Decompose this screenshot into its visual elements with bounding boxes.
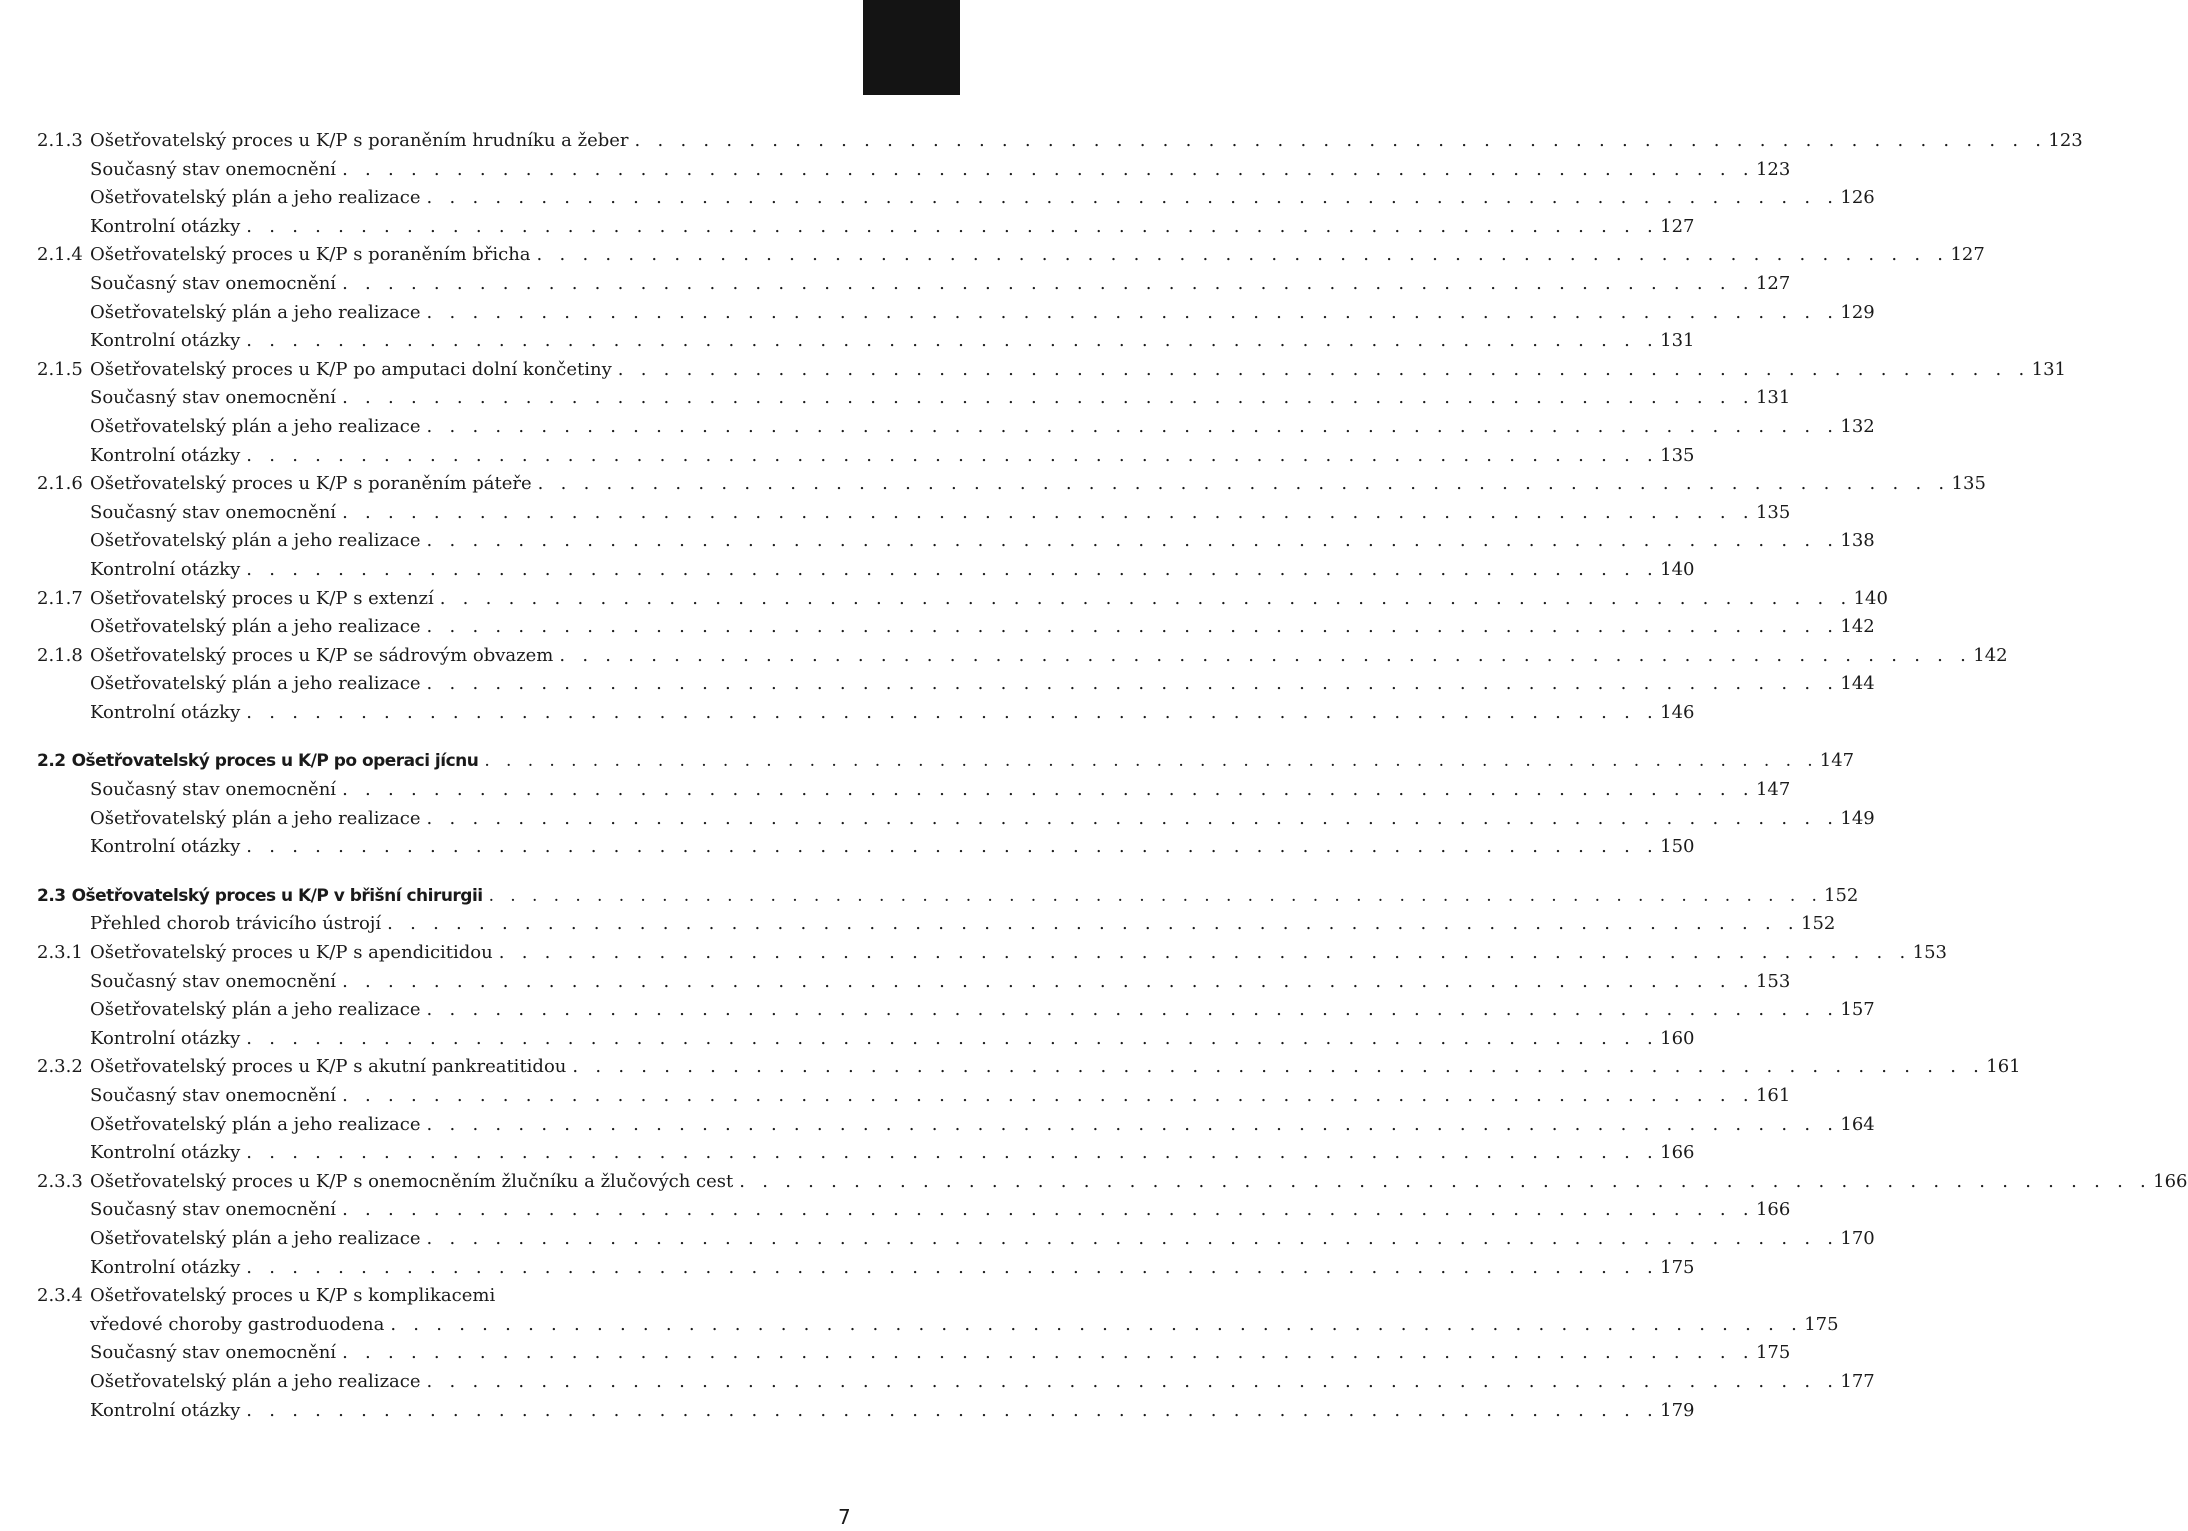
section-number: 2.2 xyxy=(37,751,66,772)
entry-page: 144 xyxy=(1840,673,1875,695)
entry-title: Ošetřovatelský proces u K/P s poraněním hrudníku a žeber xyxy=(90,130,629,151)
entry-title: Kontrolní otázky xyxy=(90,1256,241,1278)
entry-number: 2.1.5 xyxy=(37,358,83,380)
leader-dots: . . . . . . . . . . . . . . . . . . . . . . . . . . . . . . . . . . . . . . . . . . . . . . . . . . . . . . . . . . . . . . xyxy=(617,358,2030,380)
entry-title: Ošetřovatelský proces u K/P s poraněním břicha xyxy=(90,244,531,266)
entry-title: Kontrolní otázky xyxy=(90,701,241,723)
entry-page: 166 xyxy=(2153,1170,2188,1192)
entry-page: 135 xyxy=(1755,501,1791,523)
leader-dots: . . . . . . . . . . . . . . . . . . . . . . . . . . . . . . . . . . . . . . . . . . . . . . . . . . . . . . . . . . . . . . xyxy=(536,244,1949,266)
toc-entry[interactable] xyxy=(37,130,2083,159)
leader-dots: . . . . . . . . . . . . . . . . . . . . . . . . . . . . . . . . . . . . . . . . . . . . . . . . . . . . . . . . . . . . . . xyxy=(572,1056,1985,1078)
entry-title: Ošetřovatelský plán a jeho realizace xyxy=(90,530,421,552)
entry-title: Kontrolní otázky xyxy=(90,444,241,466)
section-page: 147 xyxy=(1819,750,1855,772)
toc-entry[interactable] xyxy=(37,1399,1695,1429)
entry-title: Ošetřovatelský proces u K/P s apendicitidou xyxy=(90,942,493,964)
entry-page: 146 xyxy=(1660,701,1695,723)
entry-title: Ošetřovatelský plán a jeho realizace xyxy=(90,187,421,209)
toc-entry[interactable] xyxy=(37,1085,1791,1114)
leader-dots: . . . . . . . . . . . . . . . . . . . . . . . . . . . . . . . . . . . . . . . . . . . . . . . . . . . . . . . . . . . . . . xyxy=(739,1170,2152,1192)
entry-page: 147 xyxy=(1755,779,1791,801)
toc-entry[interactable] xyxy=(37,187,1875,216)
toc-entry[interactable] xyxy=(37,1256,1695,1286)
entry-page: 179 xyxy=(1660,1399,1695,1421)
toc-entry[interactable] xyxy=(37,558,1695,588)
entry-page: 166 xyxy=(1755,1199,1791,1221)
toc-entry[interactable] xyxy=(37,501,1791,531)
entry-title: Ošetřovatelský plán a jeho realizace xyxy=(90,1227,421,1249)
leader-dots: . . . . . . . . . . . . . . . . . . . . . . . . . . . . . . . . . . . . . . . . . . . . . . . . . . . . . . . . . . . . . . xyxy=(390,1313,1803,1335)
entry-page: 177 xyxy=(1840,1370,1875,1392)
entry-page: 123 xyxy=(1755,158,1791,180)
entry-title: Kontrolní otázky xyxy=(90,215,241,237)
toc-entry[interactable] xyxy=(37,1285,855,1314)
leader-dots: . . . . . . . . . . . . . . . . . . . . . . . . . . . . . . . . . . . . . . . . . . . . . . . . . . . . . . . . . . . . . . xyxy=(426,415,1839,437)
leader-dots: . . . . . . . . . . . . . . . . . . . . . . . . . . . . . . . . . . . . . . . . . . . . . . . . . . . . . . . . . . . . . . xyxy=(439,587,1852,609)
leader-dots: . . . . . . . . . . . . . . . . . . . . . . . . . . . . . . . . . . . . . . . . . . . . . . . . . . . . . . . . . . . . . . xyxy=(246,444,1659,466)
entry-title: Kontrolní otázky xyxy=(90,1399,241,1421)
leader-dots: . . . . . . . . . . . . . . . . . . . . . . . . . . . . . . . . . . . . . . . . . . . . . . . . . . . . . . . . . . . . . . xyxy=(246,215,1659,237)
leader-dots: . . . . . . . . . . . . . . . . . . . . . . . . . . . . . . . . . . . . . . . . . . . . . . . . . . . . . . . . . . . . . . xyxy=(246,836,1659,858)
entry-page: 127 xyxy=(1755,272,1791,294)
toc-entry[interactable] xyxy=(37,158,1791,188)
entry-title: Ošetřovatelský proces u K/P s extenzí xyxy=(90,587,434,609)
toc-entry[interactable] xyxy=(37,387,1791,416)
entry-page: 164 xyxy=(1840,1113,1875,1135)
section-number: 2.3 xyxy=(37,885,66,906)
leader-dots: . . . . . . . . . . . . . . . . . . . . . . . . . . . . . . . . . . . . . . . . . . . . . . . . . . . . . . . . . . . . . . xyxy=(342,158,1755,180)
toc-section-heading[interactable] xyxy=(37,750,1855,779)
entry-page: 152 xyxy=(1801,913,1836,935)
leader-dots: . . . . . . . . . . . . . . . . . . . . . . . . . . . . . . . . . . . . . . . . . . . . . . . . . . . . . . . . . . . . . . xyxy=(537,473,1950,495)
toc-entry[interactable] xyxy=(37,942,1947,971)
entry-page: 140 xyxy=(1853,587,1888,609)
entry-number: 2.1.3 xyxy=(37,130,83,151)
toc-entry[interactable] xyxy=(37,644,2008,674)
entry-title: Současný stav onemocnění xyxy=(90,501,337,523)
entry-page: 126 xyxy=(1840,187,1875,209)
leader-dots: . . . . . . . . . . . . . . . . . . . . . . . . . . . . . . . . . . . . . . . . . . . . . . . . . . . . . . . . . . . . . . xyxy=(246,330,1659,352)
entry-number: 2.1.8 xyxy=(37,644,83,666)
entry-page: 170 xyxy=(1840,1227,1875,1249)
entry-title: Ošetřovatelský proces u K/P s poraněním páteře xyxy=(90,473,532,495)
toc-entry[interactable] xyxy=(37,913,1836,942)
toc-entry[interactable] xyxy=(37,530,1875,559)
leader-dots: . . . . . . . . . . . . . . . . . . . . . . . . . . . . . . . . . . . . . . . . . . . . . . . . . . . . . . . . . . . . . . xyxy=(426,999,1839,1021)
leader-dots: . . . . . . . . . . . . . . . . . . . . . . . . . . . . . . . . . . . . . . . . . . . . . . . . . . . . . . . . . . . . . . xyxy=(426,301,1839,323)
entry-title: Současný stav onemocnění xyxy=(90,387,337,409)
entry-title: Současný stav onemocnění xyxy=(90,272,337,294)
entry-page: 140 xyxy=(1660,558,1695,580)
entry-page: 131 xyxy=(1755,387,1791,409)
entry-page: 157 xyxy=(1840,999,1875,1021)
leader-dots: . . . . . . . . . . . . . . . . . . . . . . . . . . . . . . . . . . . . . . . . . . . . . . . . . . . . . . . . . . . . . . xyxy=(426,616,1839,638)
entry-number: 2.1.4 xyxy=(37,244,83,266)
entry-title: vředové choroby gastroduodena xyxy=(90,1313,385,1335)
leader-dots: . . . . . . . . . . . . . . . . . . . . . . . . . . . . . . . . . . . . . . . . . . . . . . . . . . . . . . . . . . . . . . xyxy=(342,970,1755,992)
toc-entry[interactable] xyxy=(37,616,1875,645)
leader-dots: . . . . . . . . . . . . . . . . . . . . . . . . . . . . . . . . . . . . . . . . . . . . . . . . . . . . . . . . . . . . . . xyxy=(426,1227,1839,1249)
entry-page: 150 xyxy=(1660,836,1695,858)
entry-page: 161 xyxy=(1755,1085,1791,1106)
toc-entry[interactable] xyxy=(37,1170,2188,1200)
toc-entry[interactable] xyxy=(37,1342,1791,1371)
leader-dots: . . . . . . . . . . . . . . . . . . . . . . . . . . . . . . . . . . . . . . . . . . . . . . . . . . . . . . . . . . . . . . xyxy=(246,558,1659,580)
toc-entry[interactable] xyxy=(37,587,1888,617)
entry-page: 129 xyxy=(1840,301,1875,323)
leader-dots: . . . . . . . . . . . . . . . . . . . . . . . . . . . . . . . . . . . . . . . . . . . . . . . . . . . . . . . . . . . . . . xyxy=(426,673,1839,695)
leader-dots: . . . . . . . . . . . . . . . . . . . . . . . . . . . . . . . . . . . . . . . . . . . . . . . . . . . . . . . . . . . . . . xyxy=(342,501,1755,523)
toc-entry[interactable] xyxy=(37,807,1875,837)
leader-dots: . . . . . . . . . . . . . . . . . . . . . . . . . . . . . . . . . . . . . . . . . . . . . . . . . . . . . . . . . . . . . . xyxy=(342,1199,1755,1221)
entry-page: 153 xyxy=(1755,970,1791,992)
leader-dots: . . . . . . . . . . . . . . . . . . . . . . . . . . . . . . . . . . . . . . . . . . . . . . . . . . . . . . . . . . . . . . xyxy=(559,644,1972,666)
toc-entry[interactable] xyxy=(37,1142,1695,1171)
toc-section-heading[interactable] xyxy=(37,884,1859,914)
leader-dots: . . . . . . . . . . . . . . . . . . . . . . . . . . . . . . . . . . . . . . . . . . . . . . . . . . . . . . . . . . . . . . xyxy=(484,751,1819,772)
entry-title: Současný stav onemocnění xyxy=(90,158,337,180)
toc-entry[interactable] xyxy=(37,415,1875,445)
leader-dots: . . . . . . . . . . . . . . . . . . . . . . . . . . . . . . . . . . . . . . . . . . . . . . . . . . . . . . . . . . . . . . xyxy=(387,913,1800,935)
leader-dots: . . . . . . . . . . . . . . . . . . . . . . . . . . . . . . . . . . . . . . . . . . . . . . . . . . . . . . . . . . . . . . xyxy=(498,942,1911,964)
entry-title: Současný stav onemocnění xyxy=(90,1199,337,1221)
section-title: Ošetřovatelský proces u K/P po operaci jícnu xyxy=(71,751,479,772)
entry-page: 127 xyxy=(1950,244,1985,266)
toc-entry[interactable] xyxy=(37,1370,1875,1400)
toc-entry[interactable] xyxy=(37,1113,1875,1143)
toc-entry[interactable] xyxy=(37,999,1875,1028)
entry-title: Ošetřovatelský plán a jeho realizace xyxy=(90,673,421,695)
leader-dots: . . . . . . . . . . . . . . . . . . . . . . . . . . . . . . . . . . . . . . . . . . . . . . . . . . . . . . . . . . . . . . xyxy=(426,1113,1839,1135)
leader-dots: . . . . . . . . . . . . . . . . . . . . . . . . . . . . . . . . . . . . . . . . . . . . . . . . . . . . . . . . . . . . . . xyxy=(246,1256,1659,1278)
entry-title: Ošetřovatelský proces u K/P s onemocněním žlučníku a žlučových cest xyxy=(90,1170,734,1192)
entry-page: 175 xyxy=(1755,1342,1791,1364)
entry-title: Kontrolní otázky xyxy=(90,1142,241,1164)
section-gap xyxy=(37,865,855,885)
entry-number: 2.1.6 xyxy=(37,473,83,495)
leader-dots: . . . . . . . . . . . . . . . . . . . . . . . . . . . . . . . . . . . . . . . . . . . . . . . . . . . . . . . . . . . . . . xyxy=(342,272,1755,294)
entry-title: Současný stav onemocnění xyxy=(90,1342,337,1364)
leader-dots: . . . . . . . . . . . . . . . . . . . . . . . . . . . . . . . . . . . . . . . . . . . . . . . . . . . . . . . . . . . . . . xyxy=(342,779,1755,801)
toc-entry[interactable] xyxy=(37,970,1791,1000)
corner-thumb-tab xyxy=(863,0,960,95)
toc-entry[interactable] xyxy=(37,444,1695,474)
entry-title: Ošetřovatelský plán a jeho realizace xyxy=(90,301,421,323)
entry-title: Ošetřovatelský plán a jeho realizace xyxy=(90,616,421,638)
entry-title: Ošetřovatelský plán a jeho realizace xyxy=(90,415,421,437)
entry-page: 175 xyxy=(1804,1313,1839,1335)
leader-dots: . . . . . . . . . . . . . . . . . . . . . . . . . . . . . . . . . . . . . . . . . . . . . . . . . . . . . . . . . . . . . . xyxy=(342,1085,1755,1106)
toc-entry[interactable] xyxy=(37,1056,2021,1085)
entry-page: 149 xyxy=(1840,807,1875,829)
toc-entry[interactable] xyxy=(37,215,1695,245)
entry-page: 123 xyxy=(2048,130,2083,151)
toc-entry[interactable] xyxy=(37,301,1875,331)
entry-number: 2.3.1 xyxy=(37,942,83,964)
toc-entry[interactable] xyxy=(37,473,1986,502)
entry-number: 2.1.7 xyxy=(37,587,83,609)
leader-dots: . . . . . . . . . . . . . . . . . . . . . . . . . . . . . . . . . . . . . . . . . . . . . . . . . . . . . . . . . . . . . . xyxy=(426,187,1839,209)
entry-page: 135 xyxy=(1660,444,1695,466)
entry-title: Současný stav onemocnění xyxy=(90,970,337,992)
leader-dots: . . . . . . . . . . . . . . . . . . . . . . . . . . . . . . . . . . . . . . . . . . . . . . . . . . . . . . . . . . . . . . xyxy=(246,701,1659,723)
entry-title: Ošetřovatelský plán a jeho realizace xyxy=(90,999,421,1021)
entry-page: 142 xyxy=(1973,644,2008,666)
toc-entry[interactable] xyxy=(37,1027,1695,1057)
entry-title: Současný stav onemocnění xyxy=(90,779,337,801)
leader-dots: . . . . . . . . . . . . . . . . . . . . . . . . . . . . . . . . . . . . . . . . . . . . . . . . . . . . . . . . . . . . . . xyxy=(342,1342,1755,1364)
entry-page: 161 xyxy=(1986,1056,2021,1078)
leader-dots: . . . . . . . . . . . . . . . . . . . . . . . . . . . . . . . . . . . . . . . . . . . . . . . . . . . . . . . . . . . . . . xyxy=(246,1399,1659,1421)
page-number: 7 xyxy=(838,1505,851,1529)
entry-page: 132 xyxy=(1840,415,1875,437)
entry-title: Přehled chorob trávicího ústrojí xyxy=(90,913,382,935)
entry-number: 2.3.3 xyxy=(37,1170,83,1192)
entry-page: 166 xyxy=(1660,1142,1695,1164)
entry-page: 131 xyxy=(1660,330,1695,352)
entry-number: 2.3.2 xyxy=(37,1056,83,1078)
leader-dots: . . . . . . . . . . . . . . . . . . . . . . . . . . . . . . . . . . . . . . . . . . . . . . . . . . . . . . . . . . . . . . xyxy=(342,387,1755,409)
toc-entry[interactable] xyxy=(37,836,1695,865)
entry-title: Současný stav onemocnění xyxy=(90,1085,337,1106)
leader-dots: . . . . . . . . . . . . . . . . . . . . . . . . . . . . . . . . . . . . . . . . . . . . . . . . . . . . . . . . . . . . . . xyxy=(426,1370,1839,1392)
toc-entry[interactable] xyxy=(37,779,1791,808)
table-of-contents xyxy=(37,130,2188,1428)
toc-entry[interactable] xyxy=(37,1199,1791,1228)
entry-page: 127 xyxy=(1660,215,1695,237)
entry-number: 2.3.4 xyxy=(37,1285,83,1307)
entry-title: Ošetřovatelský proces u K/P s komplikacemi xyxy=(90,1285,496,1307)
entry-page: 135 xyxy=(1951,473,1986,495)
entry-title: Ošetřovatelský plán a jeho realizace xyxy=(90,1370,421,1392)
toc-entry[interactable] xyxy=(37,1313,1839,1343)
entry-title: Ošetřovatelský proces u K/P s akutní pankreatitidou xyxy=(90,1056,567,1078)
entry-title: Kontrolní otázky xyxy=(90,330,241,352)
toc-entry[interactable] xyxy=(37,330,1695,359)
entry-title: Ošetřovatelský proces u K/P se sádrovým obvazem xyxy=(90,644,554,666)
entry-page: 160 xyxy=(1660,1027,1695,1049)
entry-title: Ošetřovatelský plán a jeho realizace xyxy=(90,807,421,829)
leader-dots: . . . . . . . . . . . . . . . . . . . . . . . . . . . . . . . . . . . . . . . . . . . . . . . . . . . . . . . . . . . . . . xyxy=(426,807,1839,829)
toc-entry[interactable] xyxy=(37,1227,1875,1257)
leader-dots: . . . . . . . . . . . . . . . . . . . . . . . . . . . . . . . . . . . . . . . . . . . . . . . . . . . . . . . . . . . . . . xyxy=(426,530,1839,552)
entry-page: 138 xyxy=(1840,530,1875,552)
leader-dots: . . . . . . . . . . . . . . . . . . . . . . . . . . . . . . . . . . . . . . . . . . . . . . . . . . . . . . . . . . . . . . xyxy=(488,885,1823,906)
toc-entry[interactable] xyxy=(37,272,1791,302)
entry-title: Kontrolní otázky xyxy=(90,1027,241,1049)
toc-entry[interactable] xyxy=(37,244,1985,273)
toc-entry[interactable] xyxy=(37,701,1695,731)
entry-page: 142 xyxy=(1840,616,1875,638)
entry-title: Ošetřovatelský proces u K/P po amputaci dolní končetiny xyxy=(90,358,612,380)
leader-dots: . . . . . . . . . . . . . . . . . . . . . . . . . . . . . . . . . . . . . . . . . . . . . . . . . . . . . . . . . . . . . . xyxy=(246,1142,1659,1164)
entry-page: 153 xyxy=(1912,942,1947,964)
entry-page: 131 xyxy=(2031,358,2066,380)
leader-dots: . . . . . . . . . . . . . . . . . . . . . . . . . . . . . . . . . . . . . . . . . . . . . . . . . . . . . . . . . . . . . . xyxy=(634,130,2047,151)
toc-entry[interactable] xyxy=(37,358,2066,388)
entry-page: 175 xyxy=(1660,1256,1695,1278)
section-title: Ošetřovatelský proces u K/P v břišní chirurgii xyxy=(71,885,483,906)
section-page: 152 xyxy=(1824,884,1859,906)
entry-title: Kontrolní otázky xyxy=(90,836,241,858)
entry-title: Ošetřovatelský plán a jeho realizace xyxy=(90,1113,421,1135)
toc-entry[interactable] xyxy=(37,673,1875,702)
section-gap xyxy=(37,730,855,750)
leader-dots: . . . . . . . . . . . . . . . . . . . . . . . . . . . . . . . . . . . . . . . . . . . . . . . . . . . . . . . . . . . . . . xyxy=(246,1027,1659,1049)
entry-title: Kontrolní otázky xyxy=(90,558,241,580)
